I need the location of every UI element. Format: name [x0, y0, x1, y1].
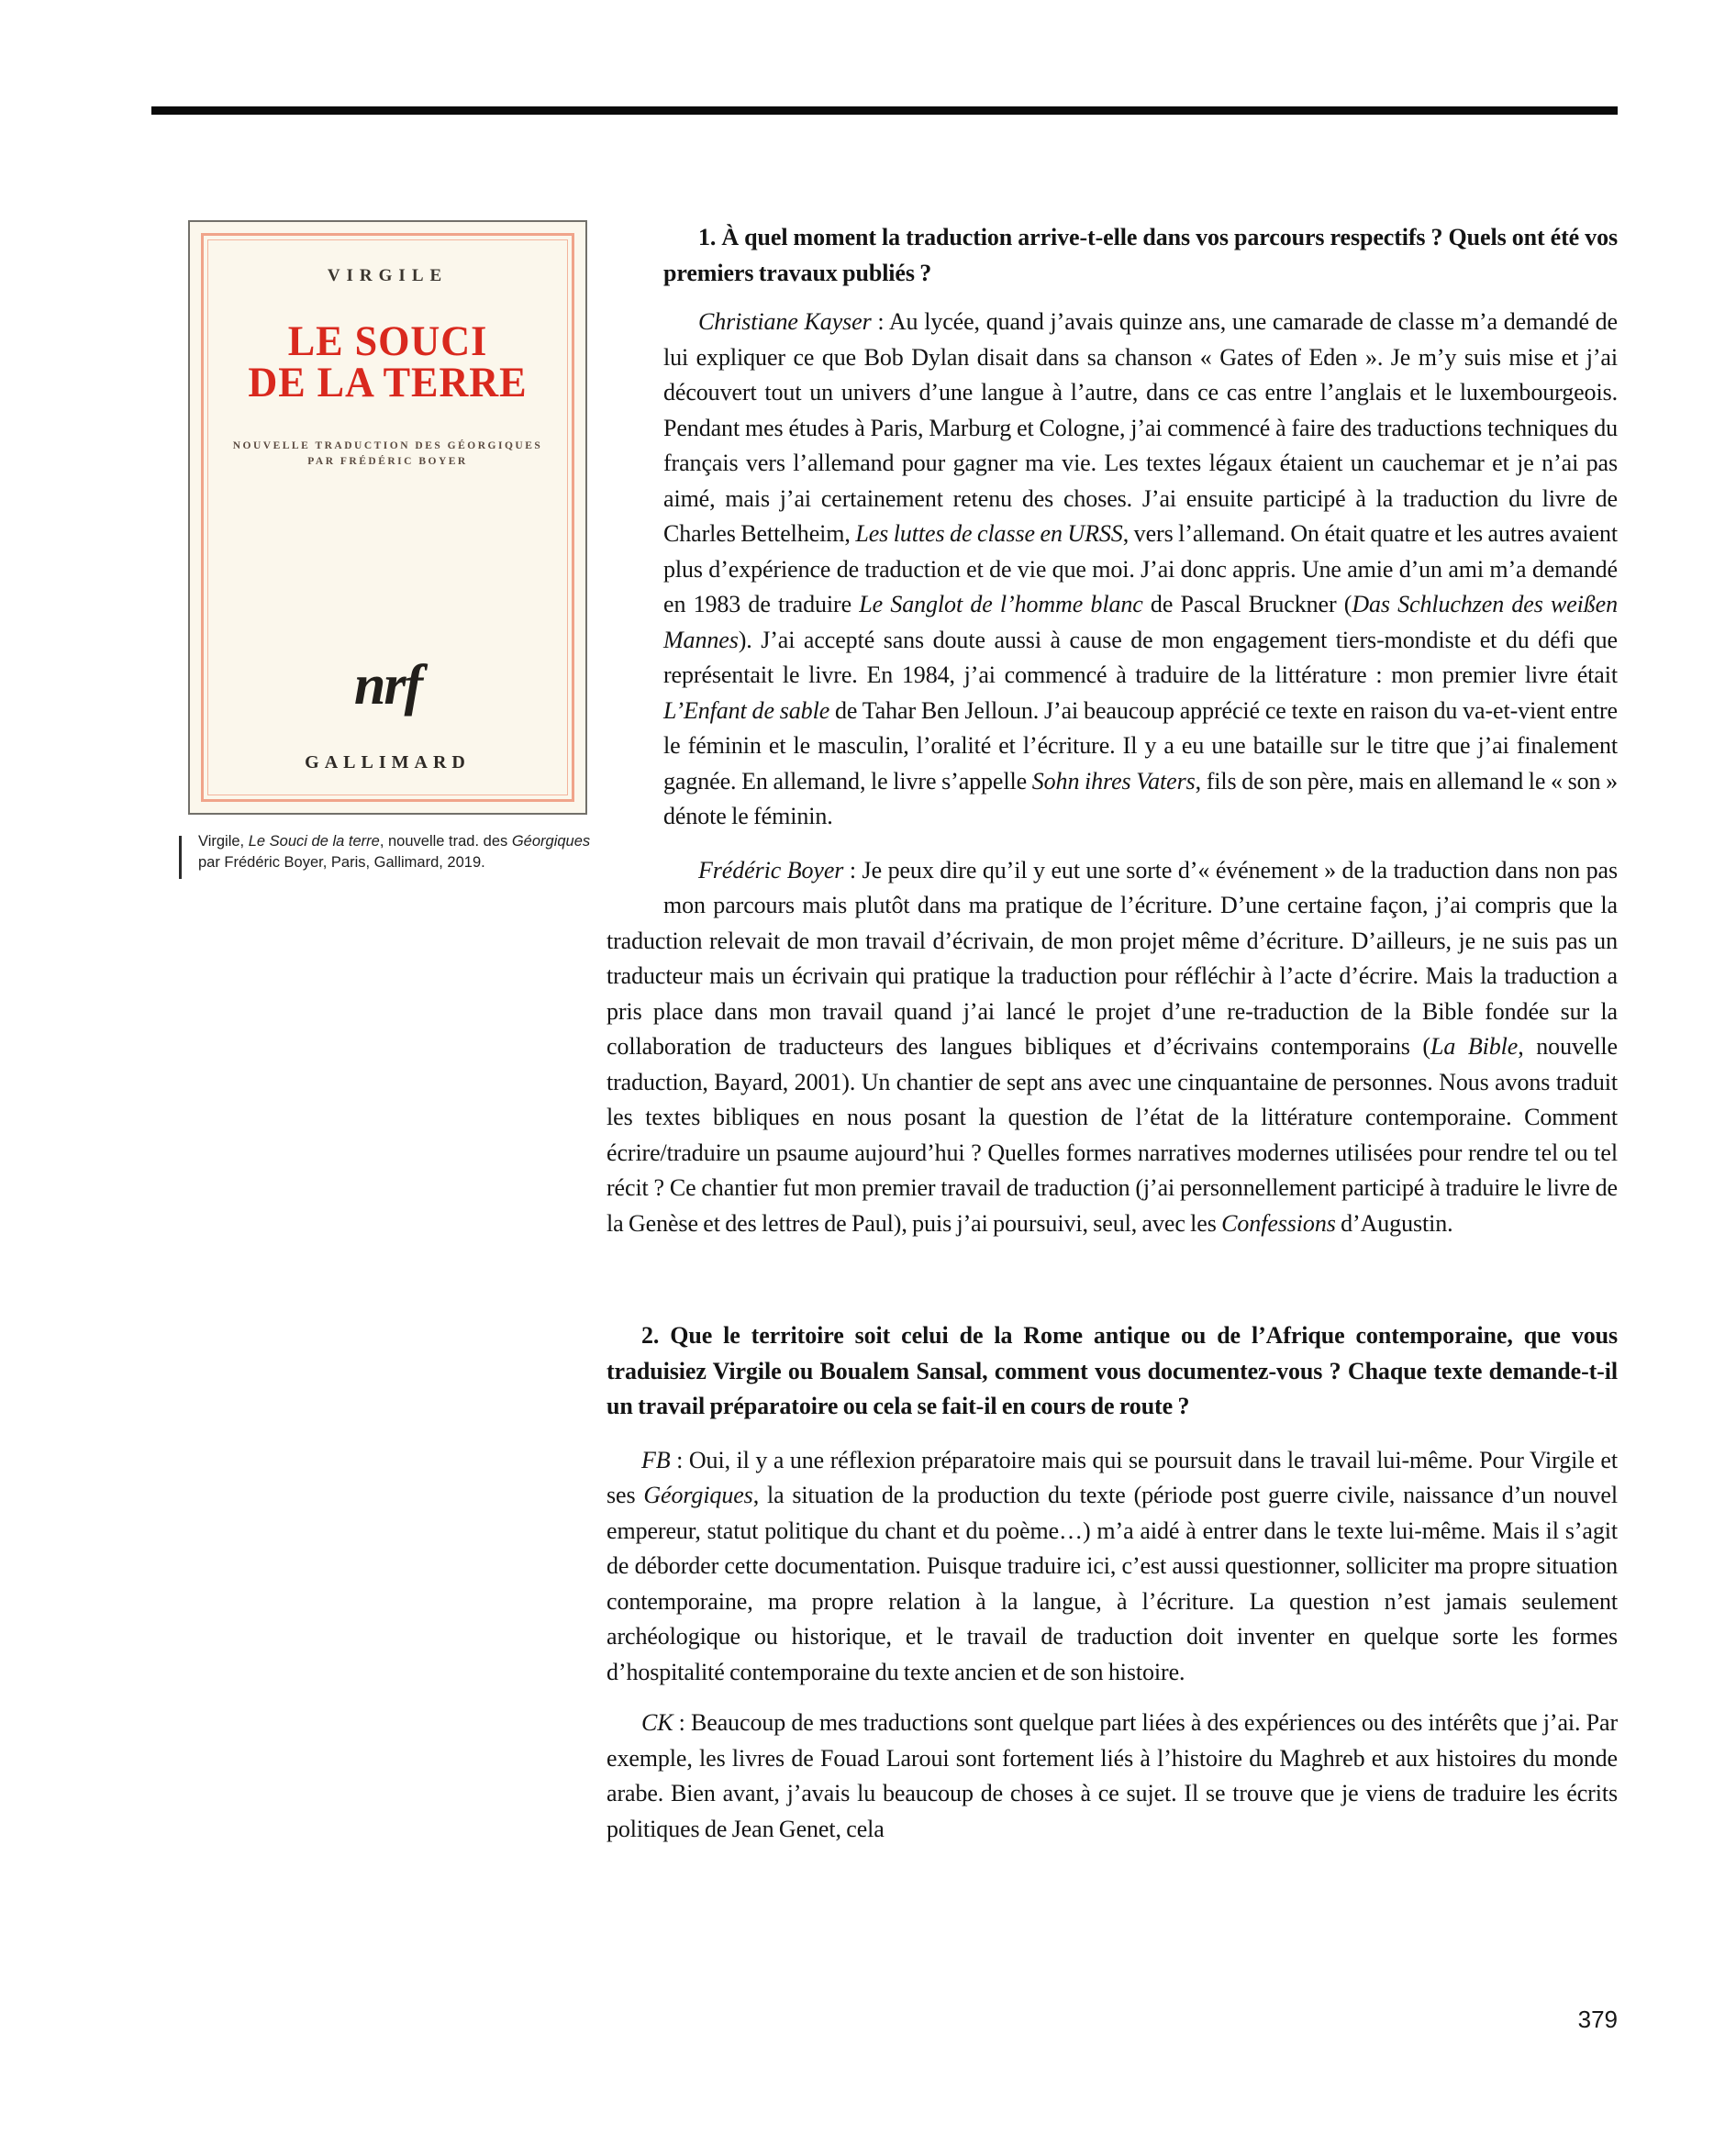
italic-text-segment: Le Souci de la terre [248, 833, 380, 850]
italic-text-segment: Christiane Kayser [698, 308, 872, 335]
question-1-heading [607, 220, 1618, 291]
italic-text-segment: Les luttes de classe en URSS [855, 520, 1123, 547]
text-segment: de Pascal Bruckner ( [1142, 591, 1352, 617]
nrf-logo: nrf [353, 654, 422, 717]
italic-text-segment: Le Sanglot de l’homme blanc [859, 591, 1143, 617]
cover-subtitle [190, 439, 585, 470]
cover-subtitle-line1 [190, 439, 585, 454]
text-segment: , vers l’allemand. On était quatre et les autres avaient plus d’expérience de traduction et de vie que moi. J’ai donc appris. Une amie d’un ami m’a demandé en 1983 de traduire [663, 520, 1618, 617]
cover-publisher: GALLIMARD [305, 752, 471, 772]
italic-text-segment: Géorgiques [643, 1482, 753, 1508]
page-number: 379 [1577, 2006, 1618, 2033]
text-segment: par Frédéric Boyer, Paris, Gallimard, 2019. [198, 854, 485, 871]
text-segment: : Oui, il y a une réflexion préparatoire mais qui se poursuit dans le travail lui-même. Pour Virgile et ses [607, 1446, 1618, 1508]
article-column [607, 220, 1618, 1847]
italic-text-segment: Sohn ihres Vaters [1031, 767, 1196, 795]
answer-ck-2 [607, 1706, 1618, 1847]
answer-frederic-boyer-1 [607, 853, 1618, 1242]
italic-text-segment: GÉORGIQUES [447, 440, 543, 451]
italic-text-segment: La Bible [1430, 1033, 1519, 1060]
text-segment: , nouvelle traduction, Bayard, 2001). Un chantier de sept ans avec une cinquantaine de personnes. Nous avons traduit les textes bibliques en nous posant la question de l’état de la littérature contemporaine. Comment écrire/traduire un psaume aujourd’hui ? Quelles formes narratives modernes utilisées pour rendre tel ou tel récit ? Ce chantier fut mon premier travail de traduction (j’ai personnellement participé à traduire le livre de la Genèse et des lettres de Paul), puis j’ai poursuivi, seul, avec les [607, 1033, 1618, 1237]
text-segment: 2. Que le territoire soit celui de la Rome antique ou de l’Afrique contemporaine, que vous traduisiez Virgile ou Boualem Sansal, comment vous documentez-vous ? Chaque texte demande-t-il un travail préparatoire ou cela se fait-il en cours de route ? [607, 1322, 1618, 1419]
italic-text-segment: CK [641, 1709, 673, 1736]
italic-text-segment: Géorgiques [511, 833, 591, 850]
top-rule [151, 106, 1618, 115]
text-segment: de Tahar Ben Jelloun. J’ai beaucoup apprécié ce texte en raison du va-et-vient entre le féminin et le masculin, l’oralité et l’écriture. Il y a eu une bataille sur le titre que j’ai finalement gagnée. En allemand, le livre s’appelle [663, 696, 1618, 795]
text-segment: NOUVELLE TRADUCTION DES [232, 440, 448, 451]
cover-title-line2: DE LA TERRE [248, 359, 528, 406]
answer-fb-2 [607, 1443, 1618, 1691]
italic-text-segment: FB [641, 1446, 671, 1473]
text-segment: ). J’ai accepté sans doute aussi à cause de mon engagement tiers-mondiste et du défi que représentait le livre. En 1984, j’ai commencé à traduire de la littérature : mon premier livre était [663, 626, 1618, 688]
cover-subtitle-line2: PAR FRÉDÉRIC BOYER [307, 456, 468, 467]
text-segment: 1. À quel moment la traduction arrive-t-elle dans vos parcours respectifs ? Quels ont été vos premiers travaux publiés ? [663, 224, 1618, 286]
question-2-heading [607, 1318, 1618, 1425]
answer-christiane-kayser-1 [607, 305, 1618, 835]
figure-float-spacer [607, 220, 663, 917]
figure-caption [179, 831, 619, 873]
italic-text-segment: Confessions [1221, 1209, 1336, 1237]
cover-title-line1: LE SOUCI [287, 317, 488, 365]
book-cover [188, 220, 587, 815]
text-segment: Virgile, [198, 833, 249, 850]
text-segment: : Au lycée, quand j’avais quinze ans, une camarade de classe m’a demandé de lui expliquer ce que Bob Dylan disait dans sa chanson « Gates of Eden ». Je m’y suis mise et j’ai découvert tout un univers d’une langue à l’autre, dans ce cas entre l’anglais et le luxembourgeois. Pendant mes études à Paris, Marburg et Cologne, j’ai commencé à faire des traductions techniques du français vers l’allemand pour gagner ma vie. Les textes légaux étaient un cauchemar et je n’ai pas aimé, mais j’ai certainement retenu des choses. J’ai ensuite participé à la traduction du livre de Charles Bettelheim, [663, 308, 1618, 547]
cover-title [202, 317, 573, 406]
text-segment: d’Augustin. [1335, 1209, 1453, 1237]
text-segment: : Beaucoup de mes traductions sont quelque part liées à des expériences ou des intérêts que j’ai. Par exemple, les livres de Fouad Laroui sont fortement liés à l’histoire du Maghreb et aux histoires du monde arabe. Bien avant, j’avais lu beaucoup de choses à ce sujet. Il se trouve que je viens de traduire les écrits politiques de Jean Genet, cela [607, 1709, 1618, 1842]
italic-text-segment: Frédéric Boyer [698, 856, 844, 884]
italic-text-segment: Das Schluchzen des weißen Mannes [663, 591, 1618, 653]
text-segment: : Je peux dire qu’il y eut une sorte d’« événement » de la traduction dans non pas mon parcours mais plutôt dans ma pratique de l’écriture. D’une certaine façon, j’ai compris que la traduction relevait de mon travail d’écrivain, de mon projet même d’écriture. D’ailleurs, je ne suis pas un traducteur mais un écrivain qui pratique la traduction pour réfléchir à l’acte d’écrire. Mais la traduction a pris place dans mon travail quand j’ai lancé le projet d’une re-traduction de la Bible fondée sur la collaboration de traducteurs des langues bibliques et d’écrivains contemporains ( [607, 856, 1618, 1060]
text-segment: , fils de son père, mais en allemand le « son » dénote le féminin. [663, 767, 1618, 829]
caption-rule [179, 836, 182, 879]
cover-author: VIRGILE [327, 266, 449, 285]
caption-text [198, 831, 613, 873]
italic-text-segment: L’Enfant de sable [663, 696, 830, 724]
text-segment: , nouvelle trad. des [379, 833, 512, 850]
text-segment: , la situation de la production du texte (période post guerre civile, naissance d’un nouvel empereur, statut politique du chant et du poème…) m’a aidé à entrer dans le texte lui-même. Mais il s’agit de déborder cette documentation. Puisque traduire ici, c’est aussi questionner, solliciter ma propre situation contemporaine, ma propre relation à la langue, à l’écriture. La question n’est jamais seulement archéologique ou historique, et le travail de traduction doit inventer en quelque sorte les formes d’hospitalité contemporaine du texte ancien et de son histoire. [607, 1482, 1618, 1685]
